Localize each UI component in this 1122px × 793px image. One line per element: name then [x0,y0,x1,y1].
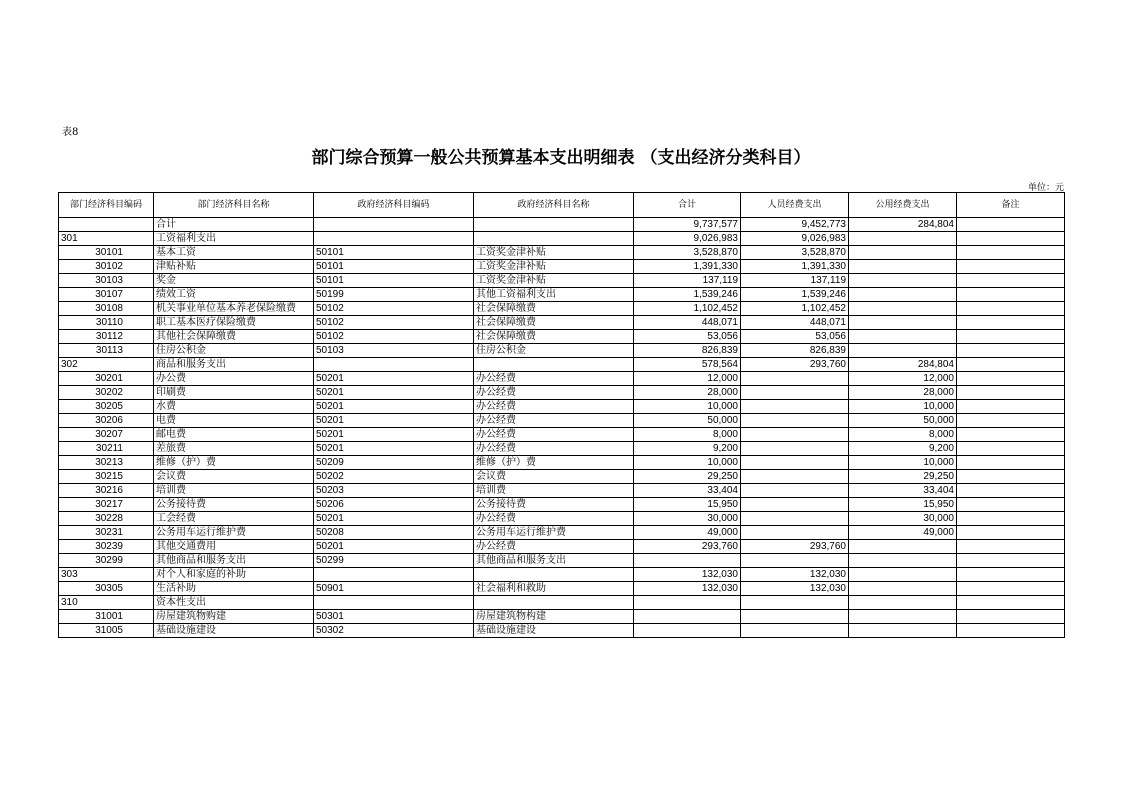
dept-code-cell: 30107 [59,288,154,302]
table-number-label: 表8 [62,127,79,138]
dept-name-cell: 资本性支出 [154,596,314,610]
table-row [59,596,1065,610]
gov-code-cell: 50201 [314,386,474,400]
gov-name-cell: 办公经费 [474,414,634,428]
note-cell [957,498,1065,512]
dept-code-cell: 30239 [59,540,154,554]
personnel-cell: 448,071 [741,316,849,330]
personnel-cell [741,610,849,624]
total-cell: 53,056 [634,330,741,344]
dept-name-cell: 会议费 [154,470,314,484]
note-cell [957,316,1065,330]
gov-name-cell: 公务接待费 [474,498,634,512]
gov-name-cell: 公务用车运行维护费 [474,526,634,540]
gov-name-cell: 工资奖金津补贴 [474,246,634,260]
gov-name-cell: 社会保障缴费 [474,302,634,316]
public-cell: 12,000 [849,372,957,386]
table-row [59,386,1065,400]
gov-code-cell: 50901 [314,582,474,596]
header-row [59,193,1065,218]
gov-name-cell [474,596,634,610]
dept-name-cell: 合计 [154,218,314,232]
table-row [59,414,1065,428]
personnel-cell [741,596,849,610]
personnel-cell [741,428,849,442]
header-personnel: 人员经费支出 [741,193,849,218]
gov-code-cell: 50102 [314,330,474,344]
note-cell [957,288,1065,302]
total-cell: 3,528,870 [634,246,741,260]
dept-code-cell: 302 [59,358,154,372]
gov-name-cell: 维修（护）费 [474,456,634,470]
personnel-cell [741,470,849,484]
gov-code-cell: 50302 [314,624,474,638]
table-row [59,624,1065,638]
personnel-cell [741,484,849,498]
public-cell [849,554,957,568]
gov-name-cell: 办公经费 [474,540,634,554]
dept-code-cell: 30215 [59,470,154,484]
total-cell: 12,000 [634,372,741,386]
table-row [59,540,1065,554]
gov-name-cell: 其他商品和服务支出 [474,554,634,568]
personnel-cell [741,372,849,386]
table-row [59,218,1065,232]
total-cell: 9,026,983 [634,232,741,246]
dept-code-cell: 31005 [59,624,154,638]
personnel-cell: 826,839 [741,344,849,358]
note-cell [957,218,1065,232]
gov-name-cell: 工资奖金津补贴 [474,274,634,288]
dept-name-cell: 印刷费 [154,386,314,400]
gov-code-cell: 50201 [314,512,474,526]
gov-name-cell: 会议费 [474,470,634,484]
gov-code-cell [314,568,474,582]
note-cell [957,624,1065,638]
personnel-cell: 132,030 [741,568,849,582]
dept-name-cell: 奖金 [154,274,314,288]
gov-name-cell: 其他工资福利支出 [474,288,634,302]
public-cell: 30,000 [849,512,957,526]
gov-name-cell: 社会保障缴费 [474,316,634,330]
table-row [59,260,1065,274]
total-cell: 50,000 [634,414,741,428]
public-cell [849,260,957,274]
header-public: 公用经费支出 [849,193,957,218]
total-cell: 49,000 [634,526,741,540]
public-cell [849,568,957,582]
gov-code-cell: 50299 [314,554,474,568]
page-title: 部门综合预算一般公共预算基本支出明细表 （支出经济分类科目） [311,148,811,168]
gov-code-cell: 50102 [314,302,474,316]
table-row [59,372,1065,386]
dept-code-cell: 31001 [59,610,154,624]
table-row [59,302,1065,316]
dept-name-cell: 邮电费 [154,428,314,442]
public-cell [849,610,957,624]
table-row [59,498,1065,512]
dept-code-cell: 30217 [59,498,154,512]
note-cell [957,554,1065,568]
dept-code-cell: 30216 [59,484,154,498]
total-cell: 578,564 [634,358,741,372]
gov-code-cell: 50201 [314,372,474,386]
gov-name-cell: 办公经费 [474,442,634,456]
header-note: 备注 [957,193,1065,218]
dept-code-cell: 30201 [59,372,154,386]
budget-detail-table [58,192,1065,638]
gov-code-cell: 50201 [314,428,474,442]
public-cell: 10,000 [849,400,957,414]
public-cell: 28,000 [849,386,957,400]
table-row [59,428,1065,442]
dept-name-cell: 办公费 [154,372,314,386]
total-cell: 28,000 [634,386,741,400]
total-cell: 15,950 [634,498,741,512]
dept-name-cell: 其他交通费用 [154,540,314,554]
public-cell [849,274,957,288]
total-cell: 9,737,577 [634,218,741,232]
table-row [59,568,1065,582]
dept-code-cell: 30202 [59,386,154,400]
header-dept-code: 部门经济科目编码 [59,193,154,218]
note-cell [957,274,1065,288]
table-body [59,218,1065,638]
public-cell [849,246,957,260]
gov-code-cell [314,232,474,246]
dept-code-cell: 30206 [59,414,154,428]
dept-code-cell: 30108 [59,302,154,316]
personnel-cell [741,554,849,568]
note-cell [957,414,1065,428]
note-cell [957,260,1065,274]
personnel-cell: 3,528,870 [741,246,849,260]
note-cell [957,246,1065,260]
dept-code-cell: 30101 [59,246,154,260]
note-cell [957,400,1065,414]
dept-code-cell: 30228 [59,512,154,526]
dept-name-cell: 工资福利支出 [154,232,314,246]
note-cell [957,330,1065,344]
table-row [59,344,1065,358]
note-cell [957,232,1065,246]
gov-name-cell [474,232,634,246]
note-cell [957,540,1065,554]
total-cell: 1,102,452 [634,302,741,316]
dept-name-cell: 职工基本医疗保险缴费 [154,316,314,330]
total-cell [634,596,741,610]
note-cell [957,470,1065,484]
note-cell [957,484,1065,498]
personnel-cell [741,498,849,512]
gov-code-cell [314,358,474,372]
public-cell [849,540,957,554]
dept-name-cell: 水费 [154,400,314,414]
dept-name-cell: 差旅费 [154,442,314,456]
note-cell [957,610,1065,624]
note-cell [957,386,1065,400]
personnel-cell [741,386,849,400]
gov-name-cell: 社会福利和救助 [474,582,634,596]
dept-name-cell: 房屋建筑物购建 [154,610,314,624]
gov-name-cell [474,568,634,582]
personnel-cell [741,456,849,470]
header-total: 合计 [634,193,741,218]
total-cell: 10,000 [634,400,741,414]
public-cell [849,302,957,316]
note-cell [957,442,1065,456]
public-cell [849,316,957,330]
gov-code-cell: 50101 [314,260,474,274]
public-cell: 284,804 [849,218,957,232]
dept-code-cell: 30213 [59,456,154,470]
gov-name-cell: 办公经费 [474,386,634,400]
dept-name-cell: 工会经费 [154,512,314,526]
table-row [59,526,1065,540]
dept-code-cell: 30112 [59,330,154,344]
dept-code-cell: 30110 [59,316,154,330]
public-cell: 29,250 [849,470,957,484]
total-cell: 293,760 [634,540,741,554]
gov-code-cell: 50201 [314,540,474,554]
gov-name-cell: 办公经费 [474,512,634,526]
gov-code-cell: 50199 [314,288,474,302]
dept-name-cell: 公务接待费 [154,498,314,512]
total-cell: 132,030 [634,568,741,582]
dept-code-cell: 30305 [59,582,154,596]
dept-name-cell: 基本工资 [154,246,314,260]
gov-code-cell: 50209 [314,456,474,470]
dept-name-cell: 津贴补贴 [154,260,314,274]
gov-name-cell: 社会保障缴费 [474,330,634,344]
gov-code-cell [314,218,474,232]
personnel-cell: 53,056 [741,330,849,344]
gov-code-cell: 50201 [314,414,474,428]
gov-name-cell: 办公经费 [474,400,634,414]
personnel-cell: 9,452,773 [741,218,849,232]
header-dept-name: 部门经济科目名称 [154,193,314,218]
table-row [59,288,1065,302]
public-cell: 15,950 [849,498,957,512]
public-cell [849,582,957,596]
gov-name-cell [474,218,634,232]
total-cell: 29,250 [634,470,741,484]
table-row [59,330,1065,344]
gov-code-cell: 50101 [314,274,474,288]
note-cell [957,456,1065,470]
dept-name-cell: 对个人和家庭的补助 [154,568,314,582]
dept-code-cell: 30207 [59,428,154,442]
personnel-cell [741,512,849,526]
table-row [59,442,1065,456]
note-cell [957,526,1065,540]
total-cell: 9,200 [634,442,741,456]
dept-code-cell: 30231 [59,526,154,540]
dept-code-cell [59,218,154,232]
note-cell [957,568,1065,582]
dept-name-cell: 基础设施建设 [154,624,314,638]
table-row [59,456,1065,470]
note-cell [957,512,1065,526]
table-row [59,512,1065,526]
table-row [59,400,1065,414]
dept-code-cell: 301 [59,232,154,246]
note-cell [957,372,1065,386]
gov-name-cell: 培训费 [474,484,634,498]
gov-code-cell: 50203 [314,484,474,498]
note-cell [957,582,1065,596]
total-cell: 137,119 [634,274,741,288]
public-cell [849,596,957,610]
public-cell: 8,000 [849,428,957,442]
dept-name-cell: 公务用车运行维护费 [154,526,314,540]
gov-name-cell: 基础设施建设 [474,624,634,638]
table-row [59,232,1065,246]
personnel-cell: 1,539,246 [741,288,849,302]
total-cell [634,610,741,624]
personnel-cell: 9,026,983 [741,232,849,246]
public-cell: 10,000 [849,456,957,470]
public-cell [849,624,957,638]
table-row [59,316,1065,330]
dept-name-cell: 维修（护）费 [154,456,314,470]
dept-code-cell: 30103 [59,274,154,288]
gov-code-cell [314,596,474,610]
personnel-cell [741,526,849,540]
public-cell: 49,000 [849,526,957,540]
total-cell: 1,391,330 [634,260,741,274]
total-cell: 448,071 [634,316,741,330]
total-cell: 826,839 [634,344,741,358]
gov-name-cell: 住房公积金 [474,344,634,358]
note-cell [957,596,1065,610]
public-cell: 33,404 [849,484,957,498]
total-cell: 8,000 [634,428,741,442]
public-cell [849,330,957,344]
table-row [59,582,1065,596]
table-row [59,554,1065,568]
gov-code-cell: 50206 [314,498,474,512]
note-cell [957,358,1065,372]
total-cell [634,624,741,638]
public-cell: 9,200 [849,442,957,456]
total-cell: 30,000 [634,512,741,526]
personnel-cell: 132,030 [741,582,849,596]
gov-code-cell: 50208 [314,526,474,540]
table-row [59,274,1065,288]
total-cell: 132,030 [634,582,741,596]
public-cell: 50,000 [849,414,957,428]
gov-name-cell: 房屋建筑物构建 [474,610,634,624]
total-cell: 10,000 [634,456,741,470]
personnel-cell: 1,391,330 [741,260,849,274]
dept-code-cell: 30205 [59,400,154,414]
dept-name-cell: 电费 [154,414,314,428]
note-cell [957,344,1065,358]
public-cell [849,344,957,358]
personnel-cell: 1,102,452 [741,302,849,316]
dept-name-cell: 机关事业单位基本养老保险缴费 [154,302,314,316]
public-cell [849,232,957,246]
personnel-cell: 293,760 [741,540,849,554]
dept-name-cell: 其他商品和服务支出 [154,554,314,568]
table-row [59,470,1065,484]
gov-code-cell: 50101 [314,246,474,260]
dept-code-cell: 30211 [59,442,154,456]
personnel-cell [741,414,849,428]
note-cell [957,428,1065,442]
unit-label: 单位：元 [1027,183,1064,193]
dept-name-cell: 商品和服务支出 [154,358,314,372]
note-cell [957,302,1065,316]
dept-code-cell: 303 [59,568,154,582]
table-row [59,610,1065,624]
personnel-cell: 293,760 [741,358,849,372]
table-row [59,358,1065,372]
dept-name-cell: 其他社会保障缴费 [154,330,314,344]
dept-name-cell: 培训费 [154,484,314,498]
header-gov-code: 政府经济科目编码 [314,193,474,218]
gov-name-cell: 工资奖金津补贴 [474,260,634,274]
table-row [59,484,1065,498]
total-cell: 1,539,246 [634,288,741,302]
personnel-cell [741,442,849,456]
gov-name-cell [474,358,634,372]
dept-code-cell: 30299 [59,554,154,568]
gov-code-cell: 50301 [314,610,474,624]
personnel-cell [741,400,849,414]
dept-code-cell: 30102 [59,260,154,274]
table-row [59,246,1065,260]
public-cell [849,288,957,302]
dept-name-cell: 生活补助 [154,582,314,596]
gov-name-cell: 办公经费 [474,428,634,442]
gov-code-cell: 50102 [314,316,474,330]
gov-code-cell: 50201 [314,442,474,456]
public-cell: 284,804 [849,358,957,372]
total-cell: 33,404 [634,484,741,498]
dept-name-cell: 住房公积金 [154,344,314,358]
gov-code-cell: 50103 [314,344,474,358]
personnel-cell [741,624,849,638]
dept-name-cell: 绩效工资 [154,288,314,302]
dept-code-cell: 310 [59,596,154,610]
gov-code-cell: 50201 [314,400,474,414]
gov-code-cell: 50202 [314,470,474,484]
personnel-cell: 137,119 [741,274,849,288]
dept-code-cell: 30113 [59,344,154,358]
total-cell [634,554,741,568]
header-gov-name: 政府经济科目名称 [474,193,634,218]
gov-name-cell: 办公经费 [474,372,634,386]
